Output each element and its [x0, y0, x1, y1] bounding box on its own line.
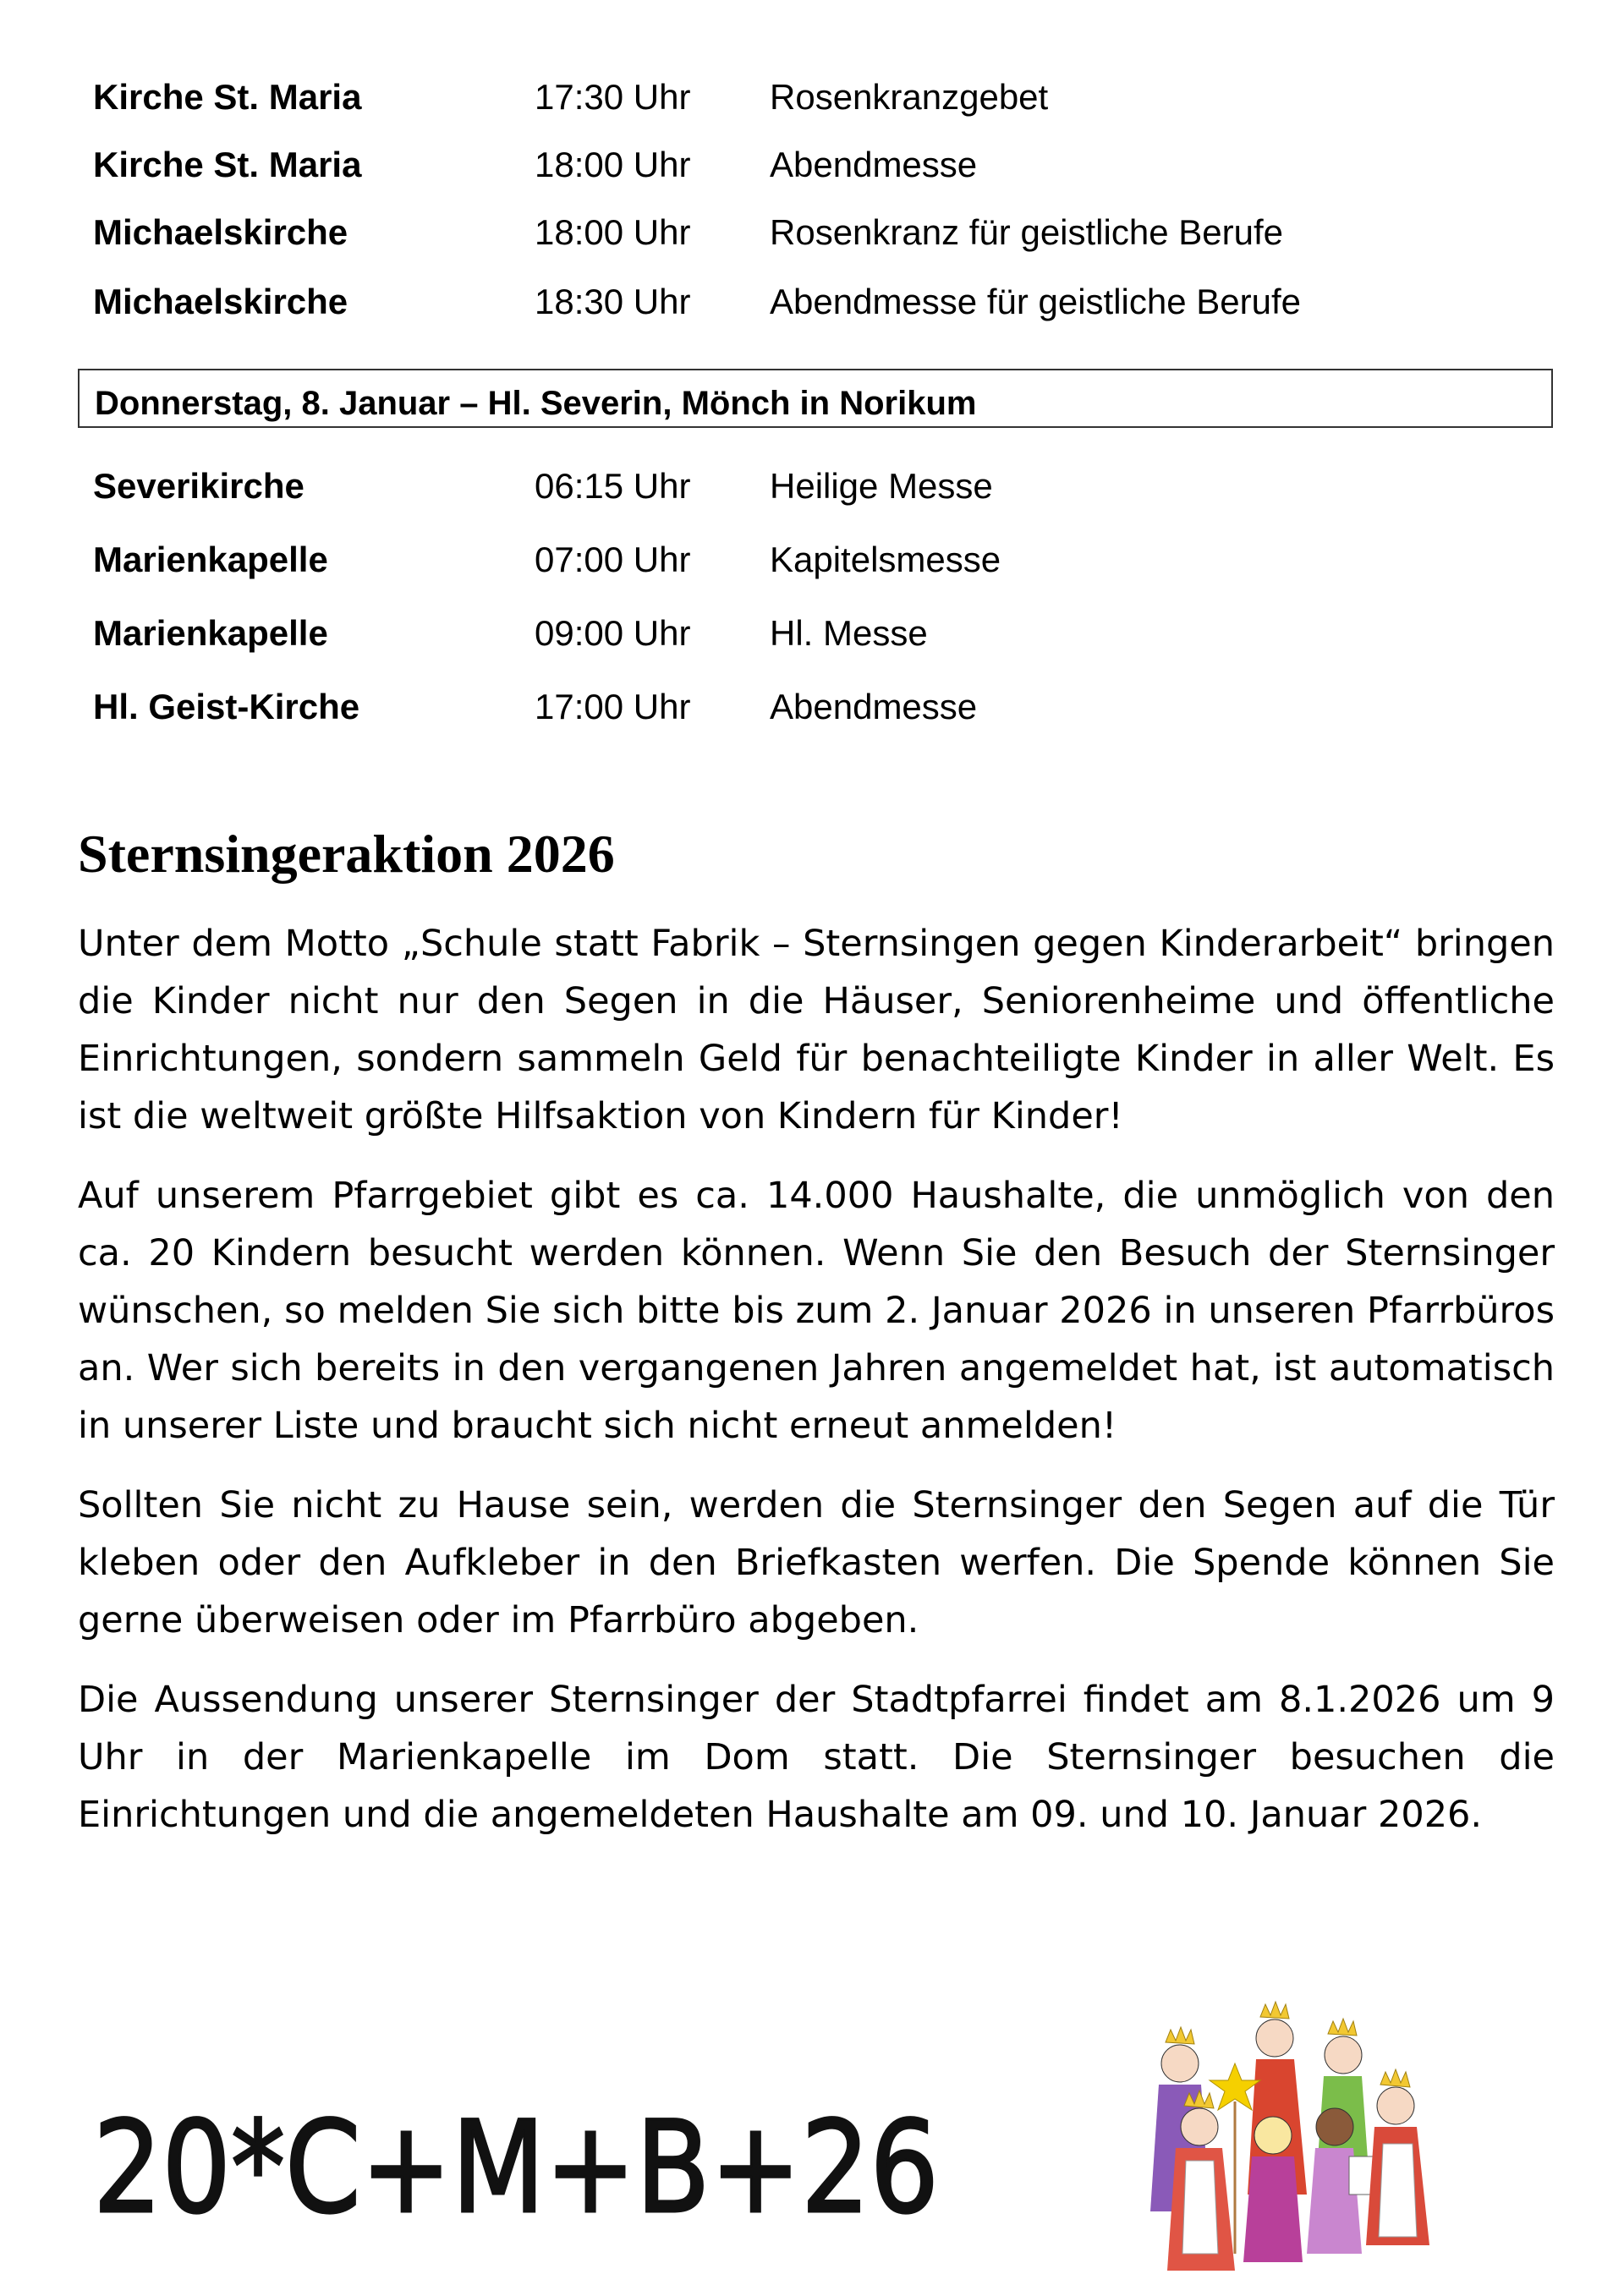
church-name: Severikirche: [93, 466, 304, 506]
article-paragraph: Auf unserem Pfarrgebiet gibt es ca. 14.000 Haushalte, die unmöglich von den ca. 20 Kindern besucht werden können. Wenn Sie den Besuch der Sternsinger wünschen, so melden Sie sich bitte bis zum 2. Januar 2026 in unseren Pfarrbüros an. Wer sich bereits in den vergangenen Jahren angemeldet hat, ist automatisch in unserer Liste und braucht sich nicht erneut anmelden!: [78, 1175, 1555, 1447]
service-description: Rosenkranzgebet: [770, 77, 1049, 117]
schedule-row: [0, 682, 1624, 732]
service-time: 17:00 Uhr: [535, 687, 691, 726]
service-time: 18:00 Uhr: [535, 145, 691, 184]
church-name: Michaelskirche: [93, 212, 348, 252]
church-name: Hl. Geist-Kirche: [93, 687, 360, 726]
article-paragraph: Die Aussendung unserer Sternsinger der Stadtpfarrei findet am 8.1.2026 um 9 Uhr in der Marienkapelle im Dom statt. Die Sternsinger besuchen die Einrichtungen und die angemeldeten Haushalte am 09. und 10. Januar 2026.: [78, 1679, 1555, 1836]
service-description: Abendmesse für geistliche Berufe: [770, 282, 1302, 321]
schedule-row: [0, 72, 1624, 123]
church-name: Kirche St. Maria: [93, 77, 362, 117]
church-name: Kirche St. Maria: [93, 145, 362, 184]
service-description: Hl. Messe: [770, 613, 928, 653]
article-paragraph: Sollten Sie nicht zu Hause sein, werden die Sternsinger den Segen auf die Tür kleben oder den Aufkleber in den Briefkasten werfen. Die Spende können Sie gerne überweisen oder im Pfarrbüro abgeben.: [78, 1484, 1555, 1641]
schedule-row: [0, 140, 1624, 190]
service-time: 07:00 Uhr: [535, 540, 691, 579]
service-description: Abendmesse: [770, 687, 978, 726]
service-description: Heilige Messe: [770, 466, 993, 506]
schedule-row: [0, 534, 1624, 585]
service-time: 09:00 Uhr: [535, 613, 691, 653]
schedule-row: [0, 277, 1624, 327]
schedule-row: [0, 207, 1624, 258]
child-figure: [1366, 2069, 1429, 2245]
service-time: 18:00 Uhr: [535, 212, 691, 252]
star-singers-illustration: [1142, 2000, 1472, 2292]
service-description: Abendmesse: [770, 145, 978, 184]
day-heading: Donnerstag, 8. Januar – Hl. Severin, Mönch in Norikum: [95, 385, 977, 422]
schedule-row: [0, 608, 1624, 659]
service-description: Rosenkranz für geistliche Berufe: [770, 212, 1283, 252]
service-time: 17:30 Uhr: [535, 77, 691, 117]
blessing-text: 20*C+M+B+26: [93, 2095, 939, 2242]
service-time: 18:30 Uhr: [535, 282, 691, 321]
article-title: Sternsingeraktion 2026: [78, 824, 615, 884]
church-name: Marienkapelle: [93, 540, 328, 579]
blessing-chalk-inscription: [85, 2089, 947, 2242]
schedule-row: [0, 461, 1624, 512]
article-body: [78, 915, 1555, 1866]
service-description: Kapitelsmesse: [770, 540, 1001, 579]
service-time: 06:15 Uhr: [535, 466, 691, 506]
article-paragraph: Unter dem Motto „Schule statt Fabrik – Sternsingen gegen Kinderarbeit“ bringen die Kinder nicht nur den Segen in die Häuser, Seniorenheime und öffentliche Einrichtungen, sondern sammeln Geld für benachteiligte Kinder in aller Welt. Es ist die weltweit größte Hilfsaktion von Kindern für Kinder!: [78, 923, 1555, 1137]
church-name: Michaelskirche: [93, 282, 348, 321]
day-heading-box: [78, 369, 1553, 428]
church-name: Marienkapelle: [93, 613, 328, 653]
